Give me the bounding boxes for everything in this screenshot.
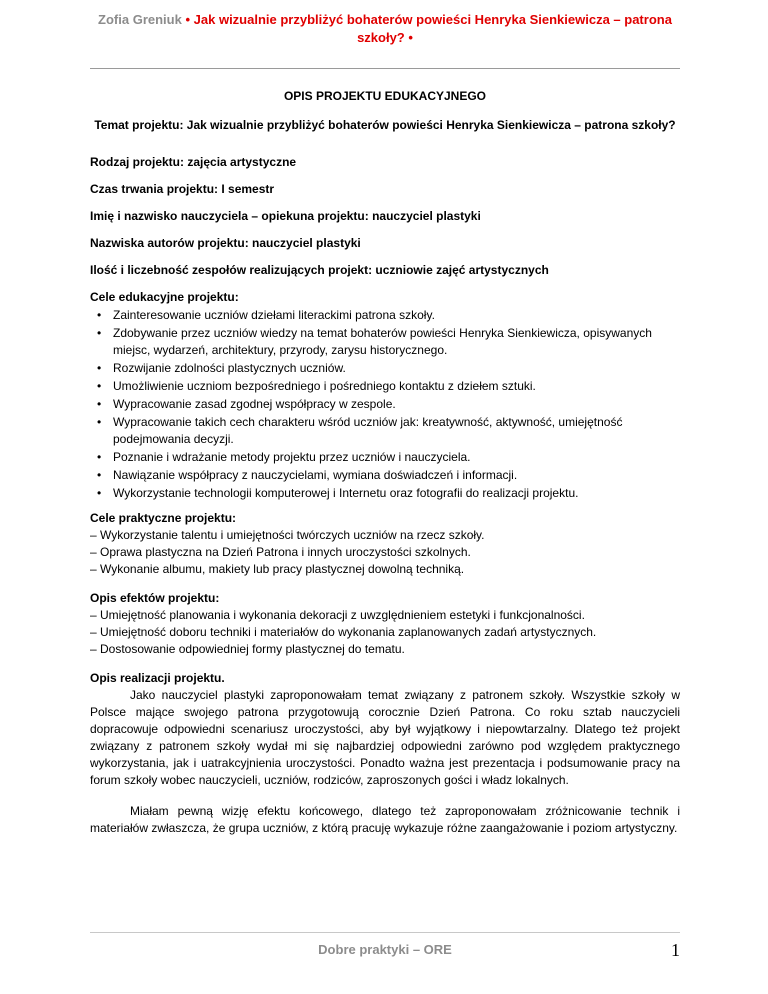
list-item: – Wykorzystanie talentu i umiejętności twórczych uczniów na rzecz szkoły.	[90, 528, 485, 542]
meta-line-authors: Nazwiska autorów projektu: nauczyciel plastyki	[90, 236, 361, 250]
header-bullet-left: •	[185, 12, 191, 27]
list-item: • Nawiązanie współpracy z nauczycielami, wymiana doświadczeń i informacji.	[90, 467, 680, 484]
list-item: • Umożliwienie uczniom bezpośredniego i pośredniego kontaktu z dziełem sztuki.	[90, 378, 680, 395]
list-item: • Poznanie i wdrażanie metody projektu przez uczniów i nauczyciela.	[90, 449, 680, 466]
list-item: • Wykorzystanie technologii komputerowej i Internetu oraz fotografii do realizacji projektu.	[90, 485, 680, 502]
list-item: • Zdobywanie przez uczniów wiedzy na temat bohaterów powieści Henryka Sienkiewicza, opisywanych miejsc, wydarzeń, architektury, przyrody, zarysu historycznego.	[90, 325, 680, 359]
footer-title: Dobre praktyki – ORE	[318, 942, 452, 957]
effects-list	[90, 607, 680, 658]
header-author: Zofia Greniuk	[98, 12, 182, 27]
meta-line-duration: Czas trwania projektu: I semestr	[90, 182, 275, 196]
document-heading: OPIS PROJEKTU EDUKACYJNEGO	[283, 89, 487, 103]
list-item: – Umiejętność planowania i wykonania dekoracji z uwzględnieniem estetyki i funkcjonalności.	[90, 608, 585, 622]
project-subject: Temat projektu: Jak wizualnie przybliżyć bohaterów powieści Henryka Sienkiewicza – patrona szkoły?	[94, 118, 676, 132]
list-item: • Wypracowanie zasad zgodnej współpracy w zespole.	[90, 396, 680, 413]
list-item: – Umiejętność doboru techniki i materiałów do wykonania zaplanowanych zadań artystycznych.	[90, 625, 597, 639]
page-footer	[90, 940, 680, 964]
educational-goals-title: Cele edukacyjne projektu:	[90, 290, 239, 304]
realization-paragraph-2: Miałam pewną wizję efektu końcowego, dlatego też zaproponowałam zróżnicowanie technik i materiałów zwłaszcza, że grupa uczniów, z którą pracuję wykazuje różne zaangażowanie i poziom artystyczny.	[90, 804, 680, 835]
list-item: • Wypracowanie takich cech charakteru wśród uczniów jak: kreatywność, aktywność, umiejętność podejmowania decyzji.	[90, 414, 680, 448]
header-divider	[90, 68, 680, 69]
realization-title: Opis realizacji projektu.	[90, 671, 225, 685]
list-item: – Oprawa plastyczna na Dzień Patrona i innych uroczystości szkolnych.	[90, 545, 471, 559]
realization-paragraph-1: Jako nauczyciel plastyki zaproponowałam temat związany z patronem szkoły. Wszystkie szkoły w Polsce mające swojego patrona przygotowują corocznie Dzień Patrona. Co roku sztab nauczycieli dopracowuje odpowiedni scenariusz uroczystości, aby był wyjątkowy i niepowtarzalny. Dlatego też projekt związany z patronem szkoły wydał mi się najbardziej odpowiedni zarówno pod względem praktycznego wykorzystania, jak i uatrakcyjnienia uroczystości. Ponadto ważna jest prezentacja i podsumowanie pracy na forum szkoły wobec nauczycieli, uczniów, rodziców, zaproszonych gości i władz lokalnych.	[90, 688, 680, 787]
practical-goals-list	[90, 527, 680, 578]
footer-divider	[90, 932, 680, 933]
effects-title: Opis efektów projektu:	[90, 591, 220, 605]
meta-line-teams: Ilość i liczebność zespołów realizujących projekt: uczniowie zajęć artystycznych	[90, 263, 549, 277]
header-title: Jak wizualnie przybliżyć bohaterów powieści Henryka Sienkiewicza – patrona szkoły?	[193, 12, 672, 45]
practical-goals-title: Cele praktyczne projektu:	[90, 511, 237, 525]
list-item: • Zainteresowanie uczniów dziełami literackimi patrona szkoły.	[90, 307, 680, 324]
document-body	[90, 88, 680, 837]
list-item: – Wykonanie albumu, makiety lub pracy plastycznej dowolną techniką.	[90, 562, 465, 576]
page-number: 1	[671, 940, 680, 960]
meta-line-type: Rodzaj projektu: zajęcia artystyczne	[90, 155, 297, 169]
list-item: • Rozwijanie zdolności plastycznych uczniów.	[90, 360, 680, 377]
page-header	[90, 11, 680, 47]
educational-goals-list	[90, 307, 680, 502]
meta-line-teacher: Imię i nazwisko nauczyciela – opiekuna projektu: nauczyciel plastyki	[90, 209, 481, 223]
list-item: – Dostosowanie odpowiedniej formy plastycznej do tematu.	[90, 642, 405, 656]
header-bullet-right: •	[408, 30, 413, 45]
